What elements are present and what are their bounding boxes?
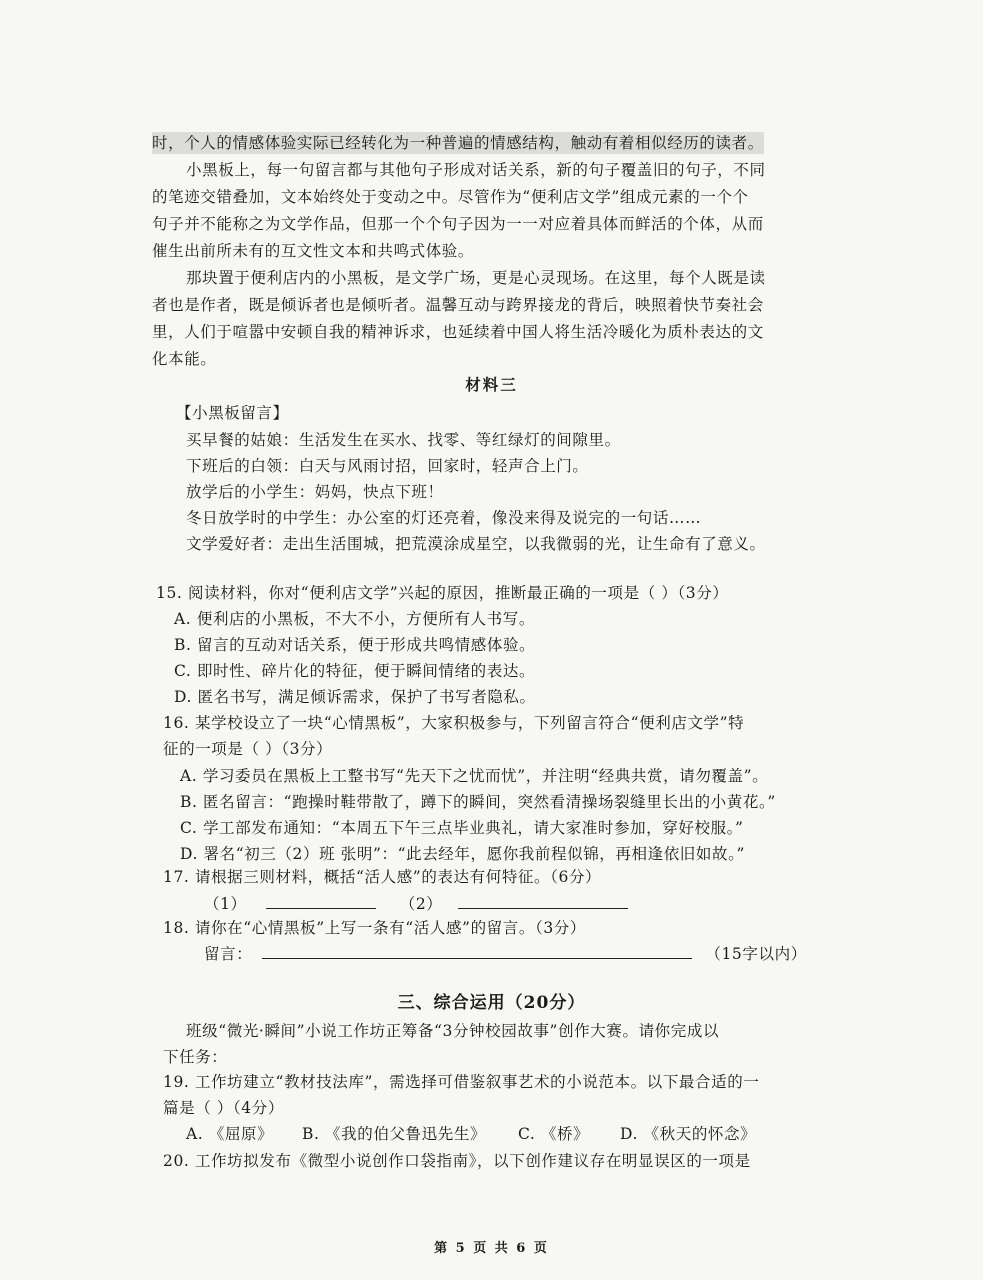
passage-line: 的笔迹交错叠加，文本始终处于变动之中。尽管作为“便利店文学”组成元素的一个个: [152, 188, 749, 206]
board-message: 买早餐的姑娘：生活发生在买水、找零、等红绿灯的间隙里。: [186, 431, 621, 449]
question-19-stem-cont: 篇是（ ）（4分）: [163, 1099, 284, 1117]
answer-blank-2[interactable]: [458, 892, 628, 909]
passage-line: 小黑板上，每一句留言都与其他句子形成对话关系，新的句子覆盖旧的句子，不同: [186, 161, 766, 179]
section-3-intro-cont: 下任务：: [163, 1048, 228, 1066]
section-3-intro: 班级“微光·瞬间”小说工作坊正筹备“3分钟校园故事”创作大赛。请你完成以: [186, 1022, 720, 1040]
question-16-option-a: A. 学习委员在黑板上工整书写“先天下之忧而忧”，并注明“经典共赏，请勿覆盖”。: [180, 767, 769, 785]
passage-line: 句子并不能称之为文学作品，但那一个个句子因为一一对应着具体而鲜活的个体，从而: [152, 215, 764, 233]
message-label: 留言：: [204, 945, 253, 963]
question-16-option-d: D. 署名“初三（2）班 张明”：“此去经年，愿你我前程似锦，再相逢依旧如故。”: [180, 845, 745, 863]
message-limit: （15字以内）: [705, 945, 807, 963]
question-19-option-a: A. 《屈原》: [186, 1125, 274, 1143]
question-16-stem: 16. 某学校设立了一块“心情黑板”，大家积极参与，下列留言符合“便利店文学”特: [163, 714, 745, 732]
question-19-stem: 19. 工作坊建立“教材技法库”，需选择可借鉴叙事艺术的小说范本。以下最合适的一: [163, 1073, 760, 1091]
question-17-answer-lines: [204, 892, 628, 915]
passage-line: 者也是作者，既是倾诉者也是倾听者。温馨互动与跨界接龙的背后，映照着快节奏社会: [152, 296, 764, 314]
question-15-option-d: D. 匿名书写，满足倾诉需求，保护了书写者隐私。: [174, 688, 536, 706]
board-message: 放学后的小学生：妈妈，快点下班！: [186, 483, 444, 501]
question-20-stem: 20. 工作坊拟发布《微型小说创作口袋指南》，以下创作建议存在明显误区的一项是: [163, 1152, 751, 1170]
question-16-option-b: B. 匿名留言：“跑操时鞋带散了，蹲下的瞬间，突然看清操场裂缝里长出的小黄花。”: [180, 793, 776, 811]
question-18-stem: 18. 请你在“心情黑板”上写一条有“活人感”的留言。（3分）: [163, 919, 586, 937]
answer-label-1: （1）: [204, 895, 247, 913]
question-19-option-b: B. 《我的伯父鲁迅先生》: [302, 1125, 487, 1143]
board-message: 冬日放学时的中学生：办公室的灯还亮着，像没来得及说完的一句话……: [186, 509, 702, 527]
question-18-answer: [204, 942, 807, 965]
message-blank[interactable]: [262, 942, 692, 959]
question-17-stem: 17. 请根据三则材料，概括“活人感”的表达有何特征。（6分）: [163, 868, 602, 886]
passage-line: 时，个人的情感体验实际已经转化为一种普遍的情感结构，触动有着相似经历的读者。: [152, 134, 764, 152]
answer-label-2: （2）: [399, 895, 443, 913]
question-15-option-b: B. 留言的互动对话关系，便于形成共鸣情感体验。: [174, 636, 536, 654]
question-16-stem-cont: 征的一项是（ ）（3分）: [163, 740, 333, 758]
question-15-stem: 15. 阅读材料，你对“便利店文学”兴起的原因，推断最正确的一项是（ ）（3分）: [156, 584, 729, 602]
question-19-option-c: C. 《桥》: [518, 1125, 590, 1143]
section-3-title: 三、综合运用（20分）: [397, 993, 586, 1013]
question-15-option-c: C. 即时性、碎片化的特征，便于瞬间情绪的表达。: [174, 662, 536, 680]
page-number: 第 5 页 共 6 页: [434, 1241, 549, 1256]
passage-line: 催生出前所未有的互文性文本和共鸣式体验。: [152, 242, 475, 260]
passage-line: 化本能。: [152, 350, 217, 368]
board-message: 下班后的白领：白天与风雨讨招，回家时，轻声合上门。: [186, 457, 589, 475]
question-16-option-c: C. 学工部发布通知：“本周五下午三点毕业典礼，请大家准时参加，穿好校服。”: [180, 819, 744, 837]
board-title: 【小黑板留言】: [176, 404, 289, 422]
question-15-option-a: A. 便利店的小黑板，不大不小，方便所有人书写。: [174, 610, 535, 628]
board-message: 文学爱好者：走出生活围城，把荒漠涂成星空，以我微弱的光，让生命有了意义。: [186, 535, 766, 553]
material3-heading: 材料三: [465, 375, 518, 394]
passage-line: 里，人们于喧嚣中安顿自我的精神诉求，也延续着中国人将生活冷暖化为质朴表达的文: [152, 323, 764, 341]
question-19-option-d: D. 《秋天的怀念》: [620, 1125, 757, 1143]
answer-blank-1[interactable]: [266, 892, 376, 909]
passage-line: 那块置于便利店内的小黑板，是文学广场，更是心灵现场。在这里，每个人既是读: [186, 269, 766, 287]
